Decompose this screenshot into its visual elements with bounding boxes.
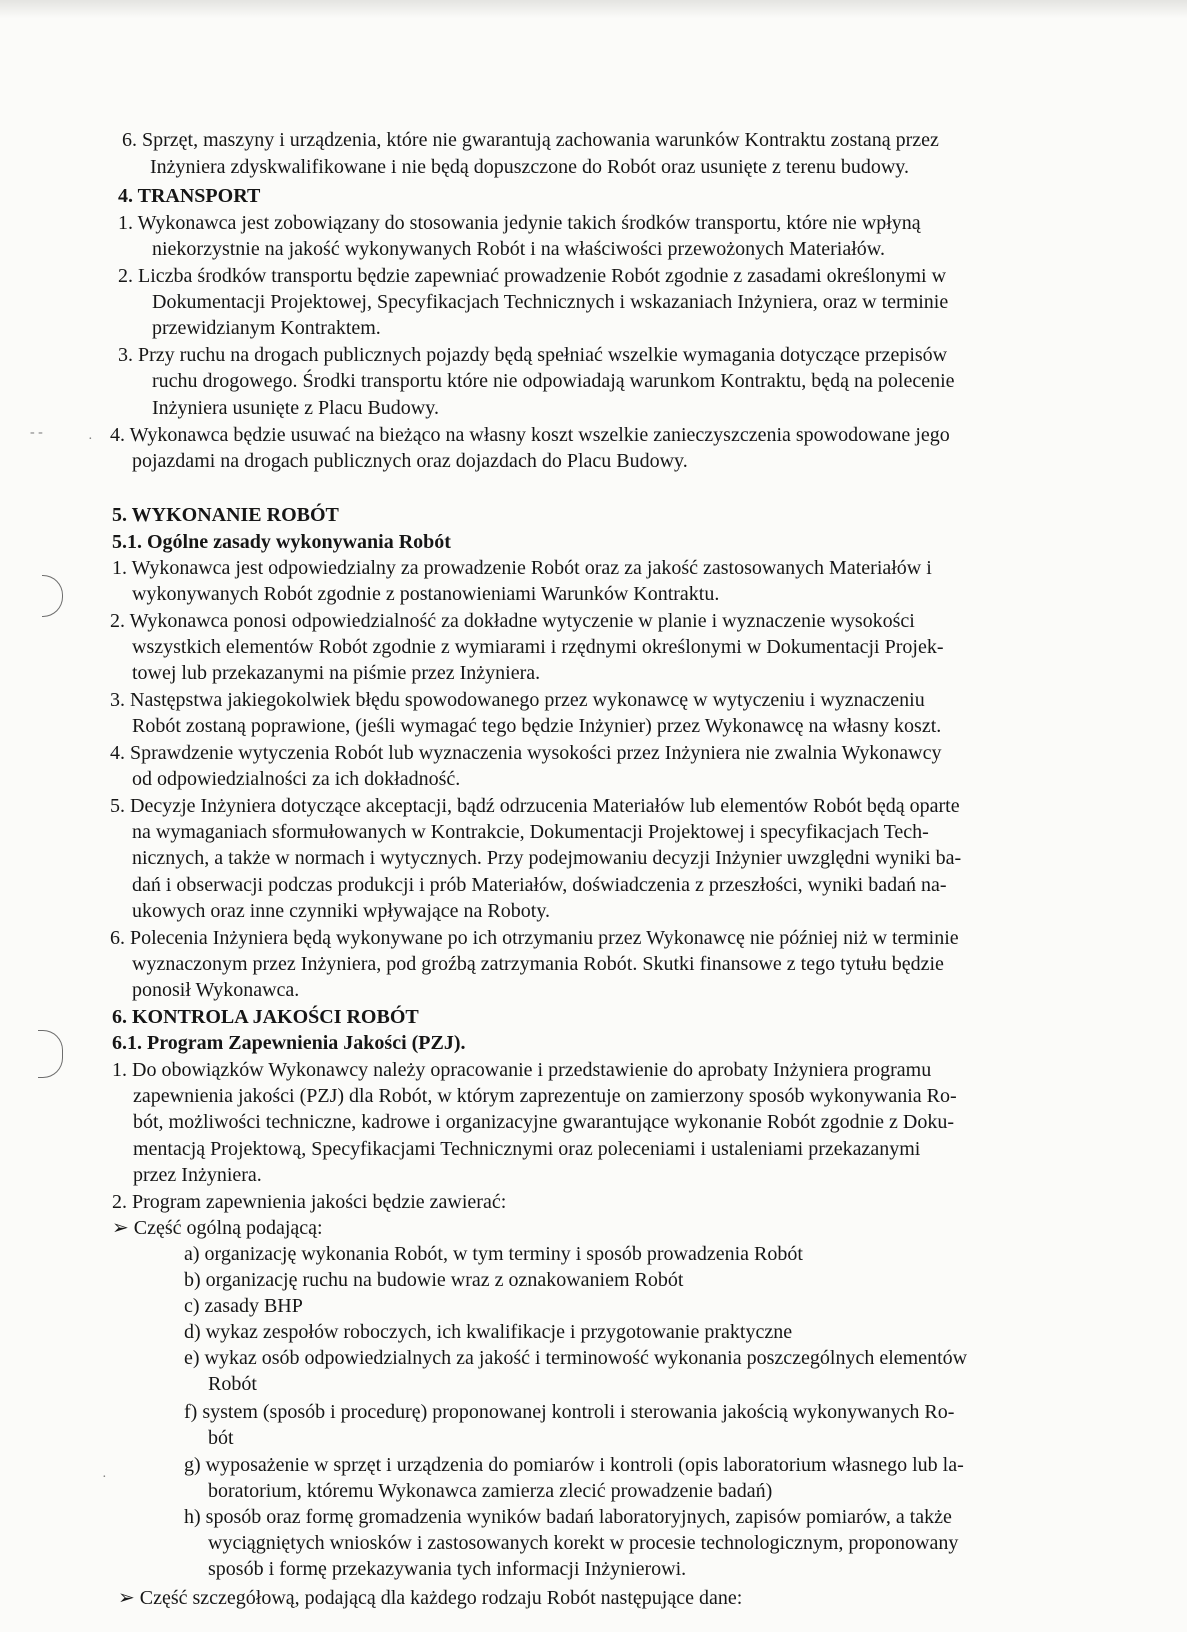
text-line: wykonywanych Robót zgodnie z postanowieniami Warunków Kontraktu. xyxy=(132,583,720,605)
text-line: nicznych, a także w normach i wytycznych. Przy podejmowaniu decyzji Inżynier uwzględni wyniki ba- xyxy=(132,847,962,869)
text-line: ponosił Wykonawca. xyxy=(132,979,300,1001)
text-line: niekorzystnie na jakość wykonywanych Robót i na właściwości przewożonych Materiałów. xyxy=(152,238,885,260)
text-line: 6. Polecenia Inżyniera będą wykonywane po ich otrzymaniu przez Wykonawcę nie później niż w terminie xyxy=(110,927,959,949)
text-line: ➢ Część ogólną podającą: xyxy=(112,1217,323,1239)
text-line: 4. Sprawdzenie wytyczenia Robót lub wyznaczenia wysokości przez Inżyniera nie zwalnia Wykonawcy xyxy=(110,742,942,764)
section-heading: 6. KONTROLA JAKOŚCI ROBÓT xyxy=(112,1006,419,1028)
text-line: ruchu drogowego. Środki transportu które nie odpowiadają warunkom Kontraktu, będą na polecenie xyxy=(152,370,955,392)
text-line: na wymaganiach sformułowanych w Kontrakcie, Dokumentacji Projektowej i specyfikacjach Tech- xyxy=(132,821,929,843)
section-heading: 6.1. Program Zapewnienia Jakości (PZJ). xyxy=(112,1032,466,1054)
scan-speck: · xyxy=(88,432,93,447)
text-line: wyciągniętych wniosków i zastosowanych korekt w procesie technologicznym, proponowany xyxy=(208,1532,959,1554)
text-line: 3. Przy ruchu na drogach publicznych pojazdy będą spełniać wszelkie wymagania dotyczące przepisów xyxy=(118,344,948,366)
text-line: ukowych oraz inne czynniki wpływające na Roboty. xyxy=(132,900,551,922)
text-line: przewidzianym Kontraktem. xyxy=(152,317,381,339)
text-line: przez Inżyniera. xyxy=(133,1164,262,1186)
text-line: 3. Następstwa jakiegokolwiek błędu spowodowanego przez wykonawcę w wytyczeniu i wyznaczeniu xyxy=(110,689,925,711)
section-heading: 5. WYKONANIE ROBÓT xyxy=(112,504,339,526)
section-heading: 5.1. Ogólne zasady wykonywania Robót xyxy=(112,531,451,553)
text-line: Robót zostaną poprawione, (jeśli wymagać tego będzie Inżynier) przez Wykonawcę na własny koszt. xyxy=(132,715,942,737)
text-line: c) zasady BHP xyxy=(184,1295,303,1317)
text-line: Robót xyxy=(208,1373,257,1395)
text-line: 1. Wykonawca jest zobowiązany do stosowania jedynie takich środków transportu, które nie wpłyną xyxy=(118,212,921,234)
section-heading: 4. TRANSPORT xyxy=(118,185,261,207)
text-line: sposób i formę przekazywania tych informacji Inżynierowi. xyxy=(208,1558,687,1580)
scan-speck: - - xyxy=(30,425,43,440)
text-line: dań i obserwacji podczas produkcji i prób Materiałów, doświadczenia z przeszłości, wyniki badań na- xyxy=(132,874,947,896)
text-line: Inżyniera zdyskwalifikowane i nie będą dopuszczone do Robót oraz usunięte z terenu budowy. xyxy=(150,156,910,178)
text-line: a) organizację wykonania Robót, w tym terminy i sposób prowadzenia Robót xyxy=(184,1243,803,1265)
text-line: Dokumentacji Projektowej, Specyfikacjach Technicznych i wskazaniach Inżyniera, oraz w terminie xyxy=(152,291,949,313)
text-line: od odpowiedzialności za ich dokładność. xyxy=(132,768,461,790)
text-line: towej lub przekazanymi na piśmie przez Inżyniera. xyxy=(132,662,541,684)
text-line: 2. Wykonawca ponosi odpowiedzialność za dokładne wytyczenie w planie i wyznaczenie wysokości xyxy=(110,610,915,632)
text-line: wyznaczonym przez Inżyniera, pod groźbą zatrzymania Robót. Skutki finansowe z tego tytułu będzie xyxy=(132,953,944,975)
text-line: 6. Sprzęt, maszyny i urządzenia, które nie gwarantują zachowania warunków Kontraktu zostaną przez xyxy=(122,129,939,151)
text-line: bót, możliwości techniczne, kadrowe i organizacyjne gwarantujące wykonanie Robót zgodnie z Doku- xyxy=(133,1111,955,1133)
text-line: pojazdami na drogach publicznych oraz dojazdach do Placu Budowy. xyxy=(132,450,688,472)
text-line: f) system (sposób i procedurę) proponowanej kontroli i sterowania jakością wykonywanych Ro- xyxy=(184,1401,955,1423)
text-line: 1. Wykonawca jest odpowiedzialny za prowadzenie Robót oraz za jakość zastosowanych Materiałów i xyxy=(112,557,932,579)
text-line: bót xyxy=(208,1427,234,1449)
scan-speck: · xyxy=(102,1470,107,1485)
text-line: b) organizację ruchu na budowie wraz z oznakowaniem Robót xyxy=(184,1269,684,1291)
text-line: d) wykaz zespołów roboczych, ich kwalifikacje i przygotowanie praktyczne xyxy=(184,1321,793,1343)
text-line: 2. Liczba środków transportu będzie zapewniać prowadzenie Robót zgodnie z zasadami określonymi w xyxy=(118,265,947,287)
text-line: wszystkich elementów Robót zgodnie z wymiarami i rzędnymi określonymi w Dokumentacji Projek- xyxy=(132,636,944,658)
text-line: ➢ Część szczegółową, podającą dla każdego rodzaju Robót następujące dane: xyxy=(118,1587,743,1609)
text-line: g) wyposażenie w sprzęt i urządzenia do pomiarów i kontroli (opis laboratorium własnego lub la- xyxy=(184,1454,964,1476)
text-line: 2. Program zapewnienia jakości będzie zawierać: xyxy=(112,1191,507,1213)
text-line: zapewnienia jakości (PZJ) dla Robót, w którym zaprezentuje on zamierzony sposób wykonywania Ro- xyxy=(133,1085,957,1107)
punch-hole-mark xyxy=(38,1030,63,1078)
text-line: boratorium, któremu Wykonawca zamierza zlecić prowadzenie badań) xyxy=(208,1480,773,1502)
text-line: e) wykaz osób odpowiedzialnych za jakość i terminowość wykonania poszczególnych elementów xyxy=(184,1347,968,1369)
punch-hole-mark xyxy=(42,575,63,617)
text-line: mentacją Projektową, Specyfikacjami Technicznymi oraz poleceniami i ustaleniami przekazanymi xyxy=(133,1138,921,1160)
text-line: h) sposób oraz formę gromadzenia wyników badań laboratoryjnych, zapisów pomiarów, a także xyxy=(184,1506,952,1528)
text-line: 4. Wykonawca będzie usuwać na bieżąco na własny koszt wszelkie zanieczyszczenia spowodowane jego xyxy=(110,424,950,446)
text-line: 5. Decyzje Inżyniera dotyczące akceptacji, bądź odrzucenia Materiałów lub elementów Robót będą oparte xyxy=(110,795,960,817)
scan-top-shadow xyxy=(0,0,1187,18)
text-line: Inżyniera usunięte z Placu Budowy. xyxy=(152,397,439,419)
text-line: 1. Do obowiązków Wykonawcy należy opracowanie i przedstawienie do aprobaty Inżyniera programu xyxy=(112,1059,932,1081)
